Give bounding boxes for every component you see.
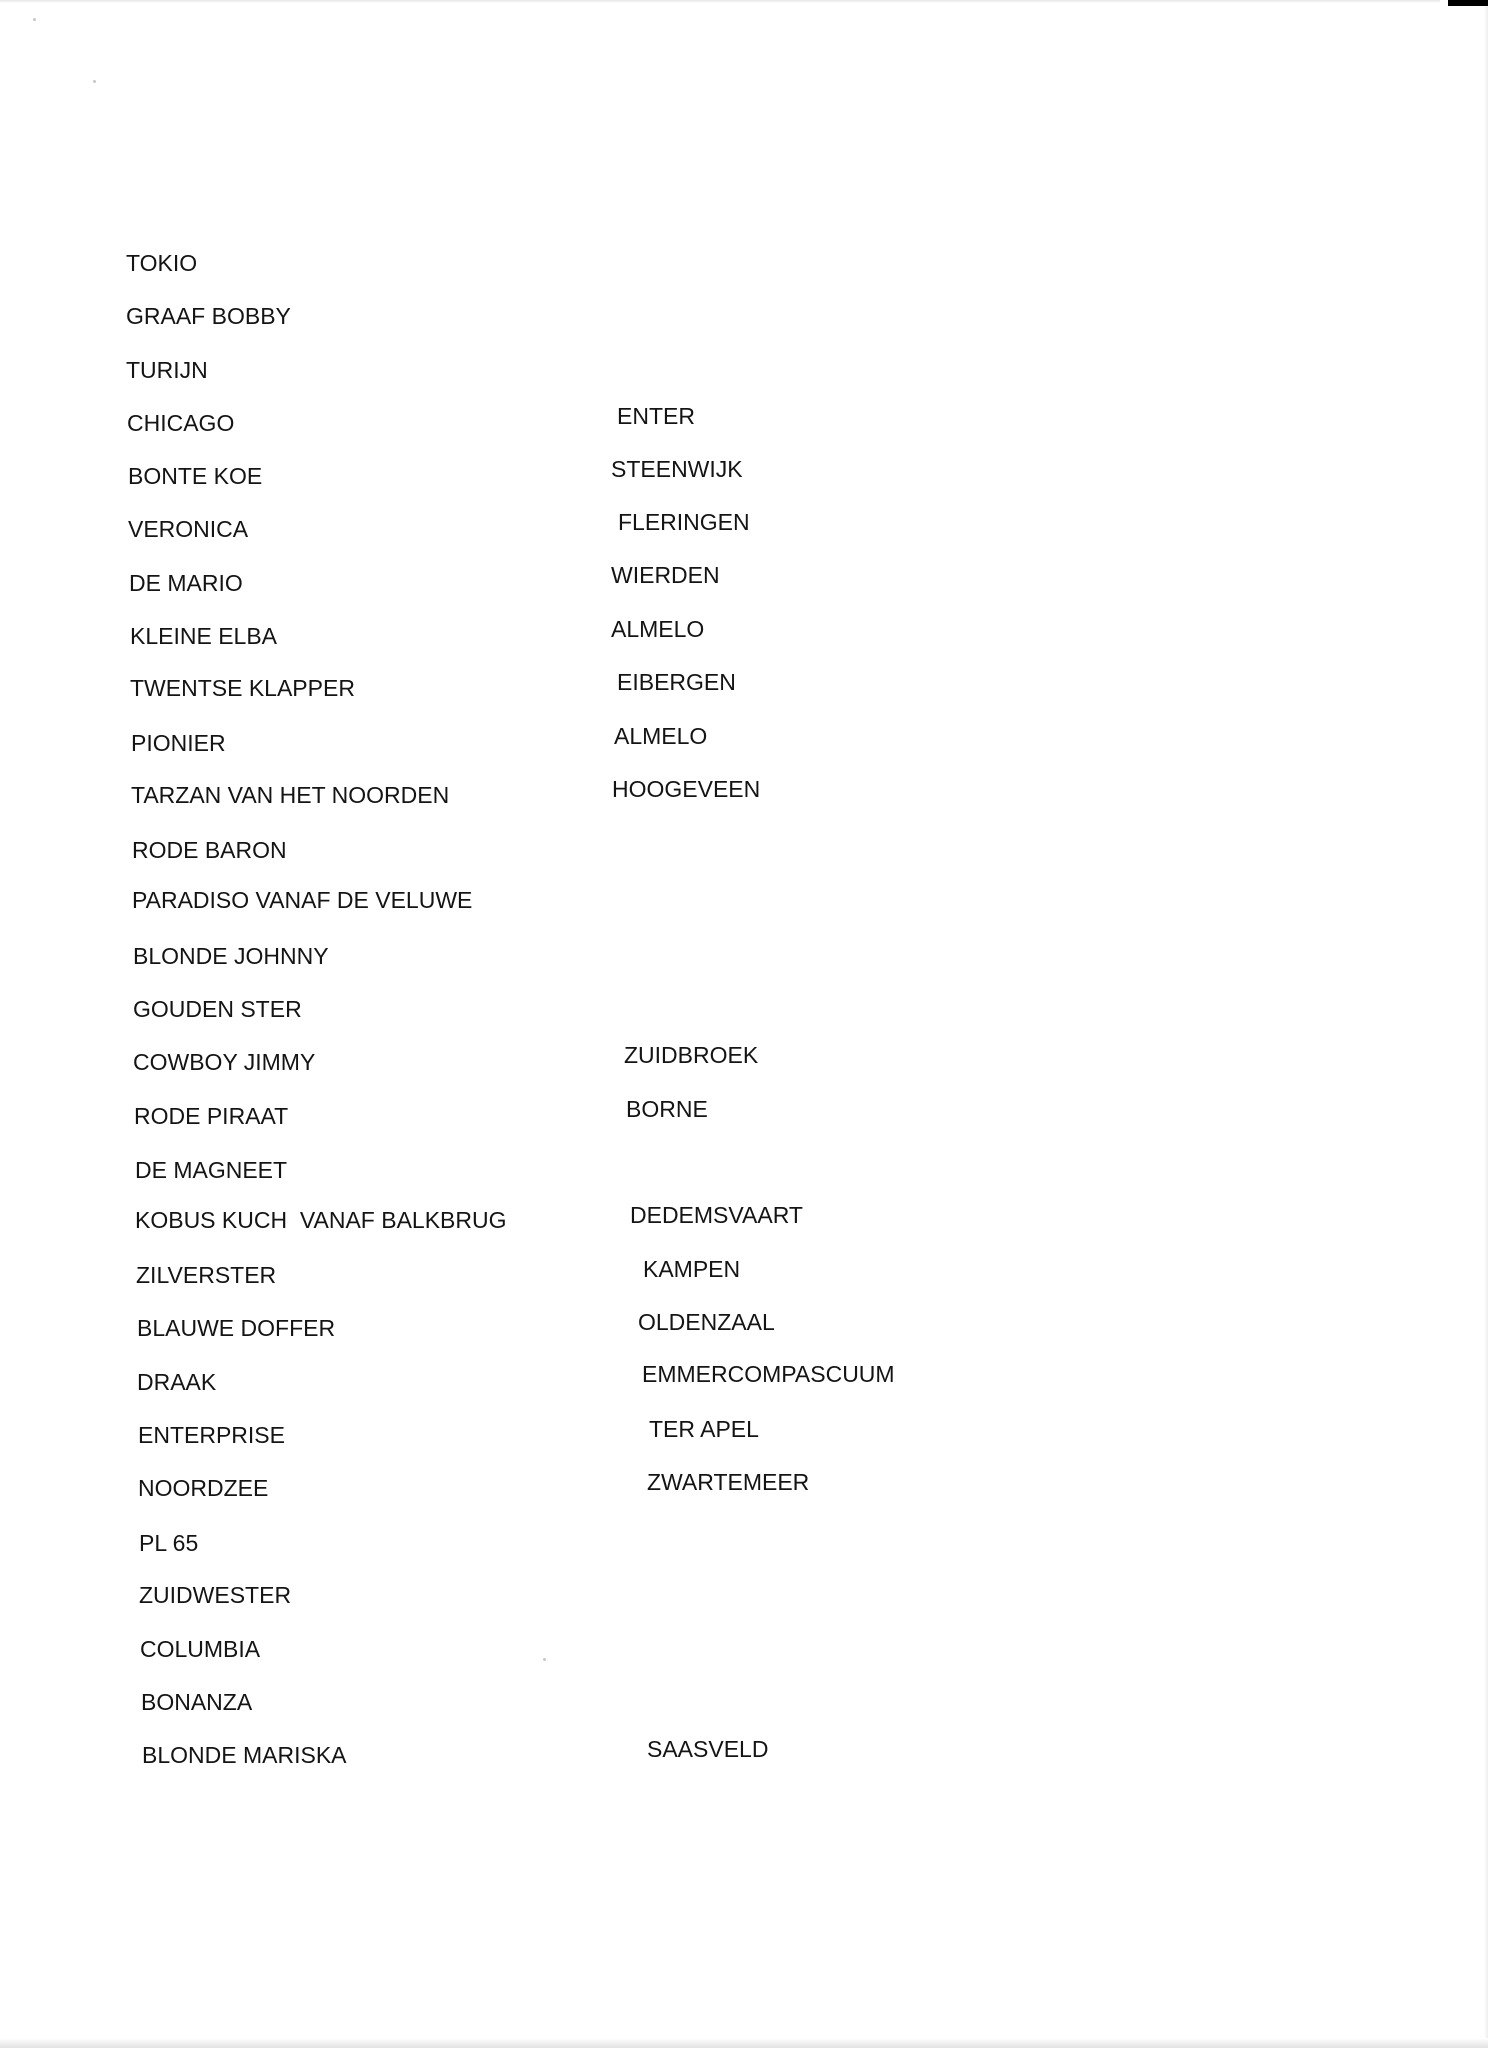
- place-entry: TER APEL: [649, 1416, 759, 1442]
- name-entry: PIONIER: [131, 730, 226, 756]
- name-entry: PL 65: [139, 1530, 199, 1556]
- name-entry: NOORDZEE: [138, 1475, 269, 1501]
- place-entry: HOOGEVEEN: [612, 776, 761, 802]
- name-entry: DE MARIO: [129, 570, 243, 596]
- place-entry: ALMELO: [611, 616, 705, 642]
- name-entry: ZILVERSTER: [136, 1262, 277, 1288]
- place-entry: KAMPEN: [643, 1256, 741, 1282]
- place-entry: ALMELO: [614, 723, 708, 749]
- name-entry: BLONDE JOHNNY: [133, 943, 329, 969]
- name-entry: RODE PIRAAT: [134, 1103, 289, 1129]
- name-entry: BLONDE MARISKA: [142, 1742, 347, 1768]
- place-entry: OLDENZAAL: [638, 1309, 775, 1335]
- place-entry: SAASVELD: [647, 1736, 769, 1762]
- scan-speck: [93, 80, 96, 83]
- place-entry: ZWARTEMEER: [647, 1469, 810, 1495]
- place-entry: ENTER: [617, 403, 695, 429]
- place-entry: ZUIDBROEK: [624, 1042, 759, 1068]
- name-entry: ZUIDWESTER: [139, 1582, 292, 1608]
- place-entry: BORNE: [626, 1096, 708, 1122]
- name-entry: BLAUWE DOFFER: [137, 1315, 336, 1341]
- scan-corner-mark: [1448, 0, 1488, 6]
- place-entry: STEENWIJK: [611, 456, 743, 482]
- name-entry: TOKIO: [126, 250, 198, 276]
- name-entry: COWBOY JIMMY: [133, 1049, 316, 1075]
- name-entry: BONANZA: [141, 1689, 253, 1715]
- name-entry: VERONICA: [128, 516, 249, 542]
- place-entry: WIERDEN: [611, 562, 720, 588]
- name-entry: ENTERPRISE: [138, 1422, 285, 1448]
- scan-bottom-edge: [0, 2038, 1488, 2048]
- name-entry: GRAAF BOBBY: [126, 303, 291, 329]
- name-entry: GOUDEN STER: [133, 996, 302, 1022]
- name-entry: KLEINE ELBA: [130, 623, 278, 649]
- name-entry: TARZAN VAN HET NOORDEN: [131, 782, 450, 808]
- place-entry: EIBERGEN: [617, 669, 736, 695]
- name-entry: TURIJN: [126, 357, 208, 383]
- scan-speck: [543, 1658, 546, 1661]
- name-entry: CHICAGO: [127, 410, 235, 436]
- name-entry: DE MAGNEET: [135, 1157, 288, 1183]
- scan-speck: [33, 18, 36, 21]
- name-entry: KOBUS KUCH VANAF BALKBRUG: [135, 1207, 507, 1233]
- name-entry: RODE BARON: [132, 837, 287, 863]
- scan-top-edge: [0, 0, 1440, 3]
- name-entry: COLUMBIA: [140, 1636, 261, 1662]
- place-entry: FLERINGEN: [618, 509, 750, 535]
- place-entry: EMMERCOMPASCUUM: [642, 1361, 895, 1387]
- place-entry: DEDEMSVAART: [630, 1202, 803, 1228]
- scan-right-edge: [1484, 6, 1488, 2048]
- name-entry: DRAAK: [137, 1369, 217, 1395]
- name-entry: PARADISO VANAF DE VELUWE: [132, 887, 473, 913]
- name-entry: BONTE KOE: [128, 463, 263, 489]
- name-entry: TWENTSE KLAPPER: [130, 675, 355, 701]
